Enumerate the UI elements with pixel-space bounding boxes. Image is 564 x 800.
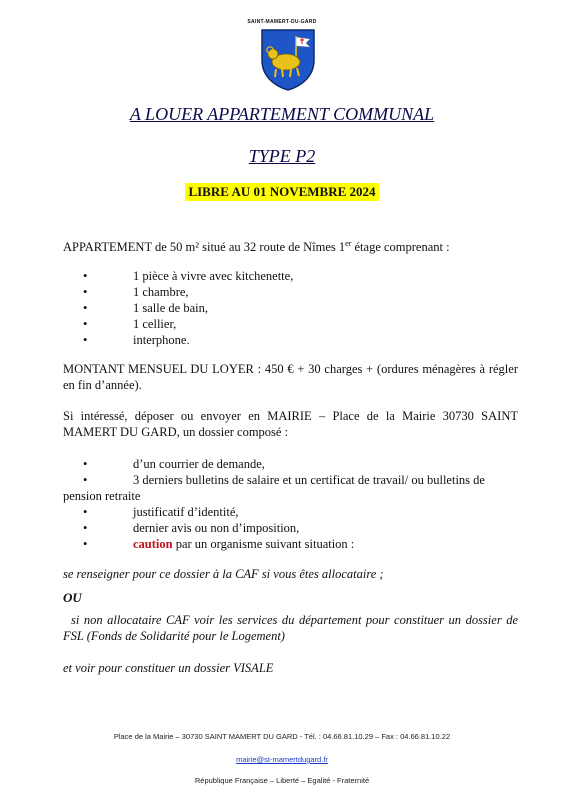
- list-item: • interphone.: [83, 333, 190, 347]
- bullet-icon: •: [83, 521, 88, 535]
- list-item: • 3 derniers bulletins de salaire et un certificat de travail/ ou bulletins de pension retraite: [63, 473, 485, 503]
- bullet-icon: •: [83, 537, 88, 551]
- bullet-icon: •: [83, 333, 88, 347]
- bullet-icon: •: [83, 285, 88, 299]
- list-item: • justificatif d’identité,: [83, 505, 239, 519]
- availability-banner: [0, 183, 564, 201]
- list-item: • d’un courrier de demande,: [83, 457, 265, 471]
- bullet-icon: •: [83, 301, 88, 315]
- list-item: • 1 cellier,: [83, 317, 177, 331]
- lamb-coat-of-arms-icon: [258, 26, 318, 92]
- bullet-icon: •: [83, 317, 88, 331]
- caution-highlight: caution: [133, 537, 173, 551]
- email-link[interactable]: mairie@st-mamertdugard.fr: [236, 755, 328, 764]
- list-item: • 1 chambre,: [83, 285, 189, 299]
- crest-label: SAINT-MAMERT-DU-GARD: [247, 19, 317, 25]
- page-subtitle: TYPE P2: [248, 146, 316, 166]
- intro-paragraph: APPARTEMENT de 50 m² situé au 32 route de Nîmes 1er étage comprenant :: [63, 239, 450, 255]
- visale-note: et voir pour constituer un dossier VISALE: [63, 661, 274, 675]
- documents-list: [63, 456, 518, 552]
- list-item: • 1 pièce à vivre avec kitchenette,: [83, 269, 294, 283]
- bullet-icon: •: [83, 457, 88, 471]
- features-list: [63, 268, 518, 348]
- list-item: • 1 salle de bain,: [83, 301, 208, 315]
- list-item: • dernier avis ou non d’imposition,: [83, 521, 300, 535]
- footer-motto: République Française – Liberté – Egalité - Fraternité: [194, 776, 370, 785]
- list-item: • caution par un organisme suivant situation :: [83, 537, 355, 551]
- availability-text: LIBRE AU 01 NOVEMBRE 2024: [185, 183, 378, 201]
- bullet-icon: •: [83, 505, 88, 519]
- application-paragraph: Si intéressé, déposer ou envoyer en MAIRIE – Place de la Mairie 30730 SAINT MAMERT DU GARD, un dossier composé :: [63, 409, 518, 439]
- or-separator: OU: [63, 590, 82, 605]
- caf-note: se renseigner pour ce dossier à la CAF si vous êtes allocataire ;: [63, 567, 384, 581]
- footer-email-wrap: [0, 755, 564, 764]
- bullet-icon: •: [83, 473, 88, 487]
- non-caf-note: si non allocataire CAF voir les services du département pour constituer un dossier de FSL (Fonds de Solidarité pour le Logement): [63, 613, 518, 643]
- page-title: A LOUER APPARTEMENT COMMUNAL: [129, 104, 435, 124]
- bullet-icon: •: [83, 269, 88, 283]
- rent-paragraph: MONTANT MENSUEL DU LOYER : 450 € + 30 charges + (ordures ménagères à régler en fin d’année).: [63, 362, 518, 392]
- footer-address: Place de la Mairie – 30730 SAINT MAMERT DU GARD - Tél. : 04.66.81.10.29 – Fax : 04.66.81.10.22: [113, 732, 451, 741]
